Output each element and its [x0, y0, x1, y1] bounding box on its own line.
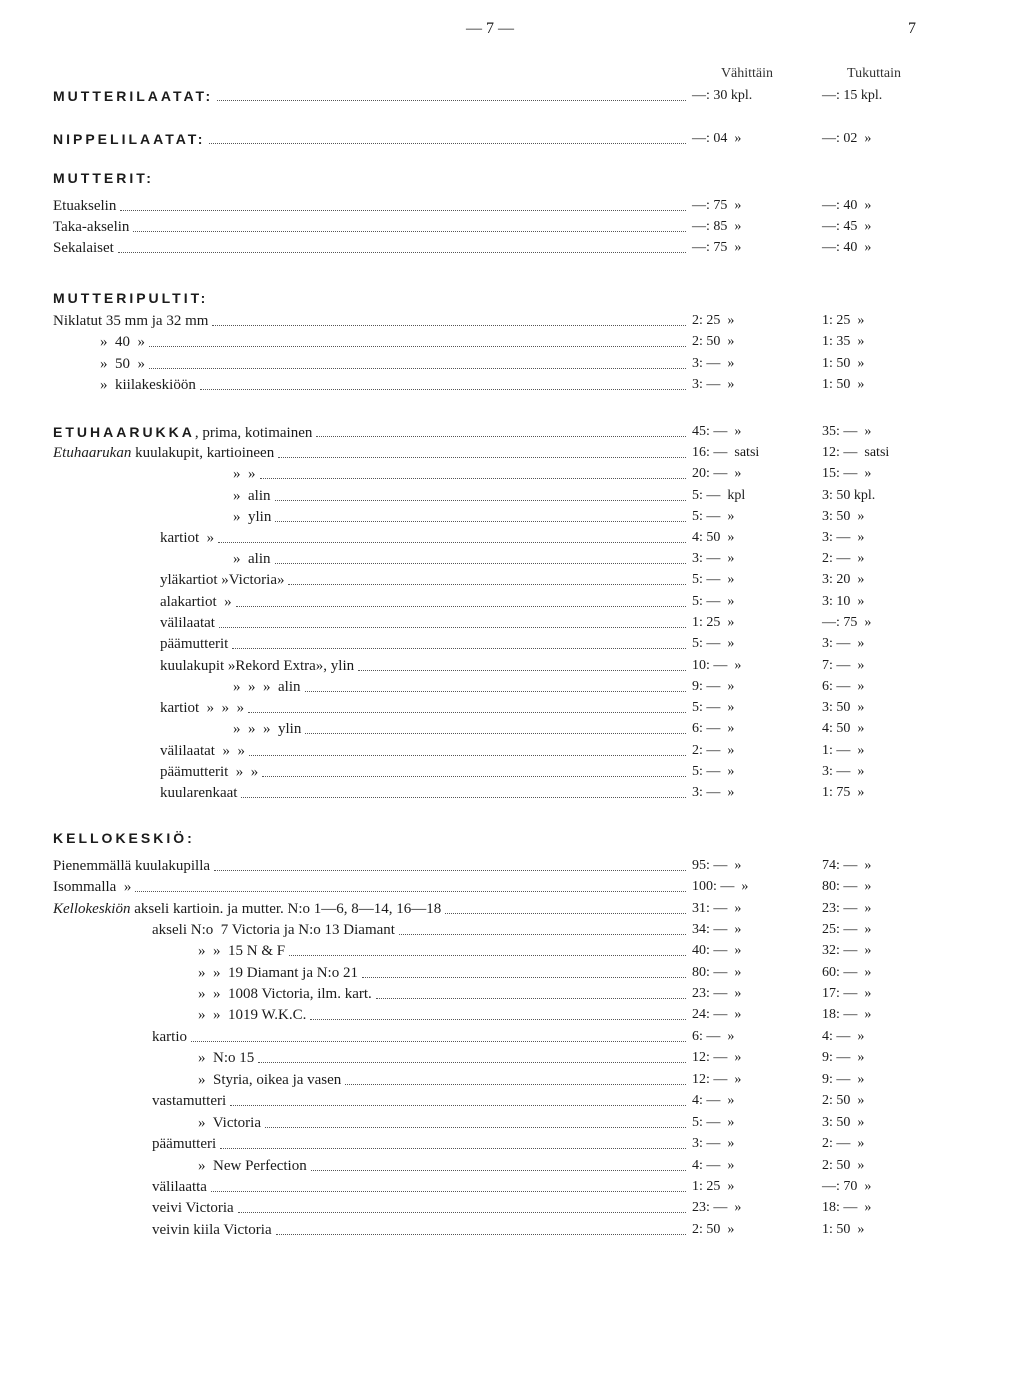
- retail-price: 3: — »: [692, 356, 735, 371]
- leader-dots: [345, 1083, 686, 1085]
- leader-dots: [260, 477, 687, 479]
- leader-dots: [289, 954, 686, 956]
- price-row: [0, 1027, 1024, 1047]
- leader-dots: [275, 562, 687, 564]
- wholesale-price: 1: 50 »: [822, 1222, 865, 1237]
- section-heading-kellokeskio: KELLOKESKIÖ:: [53, 830, 195, 846]
- retail-price: 1: 25 »: [692, 1179, 735, 1194]
- wholesale-price: 18: — »: [822, 1007, 872, 1022]
- price-row-label: Taka-akselin: [53, 219, 130, 235]
- leader-dots: [149, 367, 686, 369]
- price-row-label: välilaatat: [160, 615, 215, 631]
- price-row: [0, 1070, 1024, 1090]
- price-row: [0, 613, 1024, 633]
- price-row: [0, 762, 1024, 782]
- price-row-label: » 40 »: [100, 334, 145, 350]
- price-row-label: » » » ylin: [233, 721, 302, 737]
- wholesale-price: 4: 50 »: [822, 721, 865, 736]
- leader-dots: [305, 732, 686, 734]
- leader-dots: [262, 775, 686, 777]
- retail-price: 20: — »: [692, 466, 742, 481]
- leader-dots: [232, 647, 686, 649]
- leader-dots: [275, 520, 686, 522]
- price-row: [0, 698, 1024, 718]
- wholesale-price: 9: — »: [822, 1072, 865, 1087]
- leader-dots: [191, 1040, 686, 1042]
- price-row: [0, 1220, 1024, 1240]
- price-row-label: Sekalaiset: [53, 240, 114, 256]
- page-number-center: — 7 —: [466, 20, 514, 37]
- leader-dots: [288, 583, 686, 585]
- price-row-label: ETUHAARUKKA, prima, kotimainen: [53, 423, 313, 441]
- price-row-label: kuularenkaat: [160, 785, 238, 801]
- price-row-label: » » » alin: [233, 679, 301, 695]
- retail-price: 34: — »: [692, 922, 742, 937]
- retail-price: 5: — »: [692, 636, 735, 651]
- retail-price: 3: — »: [692, 1136, 735, 1151]
- price-row: [0, 677, 1024, 697]
- wholesale-price: 4: — »: [822, 1029, 865, 1044]
- retail-price: 9: — »: [692, 679, 735, 694]
- price-row-label: päämutterit: [160, 636, 229, 652]
- price-row-label: Etuakselin: [53, 198, 117, 214]
- price-row: [0, 877, 1024, 897]
- leader-dots: [358, 669, 686, 671]
- wholesale-price: 1: 75 »: [822, 785, 865, 800]
- page-number-right: 7: [908, 20, 916, 37]
- price-row: [0, 1177, 1024, 1197]
- leader-dots: [120, 209, 686, 211]
- wholesale-price: 3: — »: [822, 530, 865, 545]
- retail-price: —: 75 »: [692, 198, 742, 213]
- wholesale-price: 35: — »: [822, 424, 872, 439]
- retail-price: 6: — »: [692, 1029, 735, 1044]
- wholesale-price: 2: 50 »: [822, 1158, 865, 1173]
- retail-price: 5: — »: [692, 594, 735, 609]
- price-row-label: » alin: [233, 488, 271, 504]
- wholesale-price: 1: 50 »: [822, 377, 865, 392]
- price-row-label: välilaatta: [152, 1179, 207, 1195]
- retail-price: 40: — »: [692, 943, 742, 958]
- wholesale-price: 3: 20 »: [822, 572, 865, 587]
- retail-price: 3: — »: [692, 377, 735, 392]
- section-heading-mutterit: MUTTERIT:: [53, 170, 154, 186]
- price-row-label: alakartiot »: [160, 594, 232, 610]
- leader-dots: [238, 1211, 686, 1213]
- leader-dots: [241, 796, 686, 798]
- price-row: [0, 375, 1024, 395]
- leader-dots: [219, 626, 686, 628]
- price-row: [0, 1005, 1024, 1025]
- price-row-label: Niklatut 35 mm ja 32 mm: [53, 313, 209, 329]
- price-row-label: kartiot » » »: [160, 700, 245, 716]
- retail-price: 31: — »: [692, 901, 742, 916]
- leader-dots: [278, 456, 686, 458]
- price-row: [0, 741, 1024, 761]
- retail-price: —: 75 »: [692, 240, 742, 255]
- retail-price: 12: — »: [692, 1050, 742, 1065]
- leader-dots: [118, 251, 686, 253]
- price-row: [0, 856, 1024, 876]
- price-row: [0, 217, 1024, 237]
- leader-dots: [276, 1233, 686, 1235]
- price-row: [0, 507, 1024, 527]
- price-row: [0, 1048, 1024, 1068]
- price-row-label: vastamutteri: [152, 1093, 227, 1109]
- retail-price: 12: — »: [692, 1072, 742, 1087]
- price-row: [0, 899, 1024, 919]
- price-row-label: » Victoria: [198, 1115, 261, 1131]
- wholesale-price: —: 15 kpl.: [822, 88, 883, 103]
- leader-dots: [230, 1104, 686, 1106]
- wholesale-price: 1: 35 »: [822, 334, 865, 349]
- retail-price: —: 04 »: [692, 131, 742, 146]
- wholesale-price: 1: 50 »: [822, 356, 865, 371]
- section-heading-mutteripultit: MUTTERIPULTIT:: [53, 290, 209, 306]
- price-row: [0, 634, 1024, 654]
- leader-dots: [220, 1147, 686, 1149]
- retail-price: 24: — »: [692, 1007, 742, 1022]
- retail-price: 3: — »: [692, 785, 735, 800]
- leader-dots: [218, 541, 686, 543]
- retail-price: 100: — »: [692, 879, 749, 894]
- wholesale-price: 9: — »: [822, 1050, 865, 1065]
- wholesale-price: —: 70 »: [822, 1179, 872, 1194]
- wholesale-price: 2: 50 »: [822, 1093, 865, 1108]
- price-row: [0, 464, 1024, 484]
- retail-price: 5: — kpl: [692, 488, 746, 503]
- price-row-etuhaarukka: [0, 422, 1024, 442]
- price-row: [0, 656, 1024, 676]
- leader-dots: [399, 933, 686, 935]
- price-row: [0, 963, 1024, 983]
- wholesale-price: 3: 50 »: [822, 700, 865, 715]
- retail-price: 2: 25 »: [692, 313, 735, 328]
- price-row-label: » » 1008 Victoria, ilm. kart.: [198, 986, 372, 1002]
- price-row-label: NIPPELILAATAT:: [53, 130, 206, 147]
- wholesale-price: 25: — »: [822, 922, 872, 937]
- retail-price: —: 85 »: [692, 219, 742, 234]
- price-row-label: » kiilakeskiöön: [100, 377, 196, 393]
- wholesale-price: 18: — »: [822, 1200, 872, 1215]
- retail-price: 5: — »: [692, 700, 735, 715]
- wholesale-price: 2: — »: [822, 1136, 865, 1151]
- wholesale-price: 23: — »: [822, 901, 872, 916]
- price-row: [0, 1113, 1024, 1133]
- retail-price: 10: — »: [692, 658, 742, 673]
- wholesale-price: 3: 50 kpl.: [822, 488, 876, 503]
- price-row-label: » » 1019 W.K.C.: [198, 1007, 307, 1023]
- retail-price: 80: — »: [692, 965, 742, 980]
- price-row: [0, 1198, 1024, 1218]
- wholesale-price: —: 45 »: [822, 219, 872, 234]
- wholesale-price: 1: — »: [822, 743, 865, 758]
- price-row-label: yläkartiot »Victoria»: [160, 572, 285, 588]
- wholesale-price: 32: — »: [822, 943, 872, 958]
- leader-dots: [133, 230, 686, 232]
- leader-dots: [135, 890, 686, 892]
- leader-dots: [249, 754, 686, 756]
- column-header-wholesale: Tukuttain: [847, 66, 901, 81]
- price-row-label: päämutterit » »: [160, 764, 259, 780]
- leader-dots: [376, 997, 686, 999]
- price-row-label: kartiot »: [160, 530, 215, 546]
- wholesale-price: 3: — »: [822, 764, 865, 779]
- price-row: [0, 941, 1024, 961]
- wholesale-price: —: 75 »: [822, 615, 872, 630]
- leader-dots: [275, 499, 687, 501]
- retail-price: 6: — »: [692, 721, 735, 736]
- wholesale-price: 60: — »: [822, 965, 872, 980]
- wholesale-price: —: 40 »: [822, 198, 872, 213]
- leader-dots: [445, 912, 686, 914]
- price-row-label: » N:o 15: [198, 1050, 255, 1066]
- wholesale-price: 15: — »: [822, 466, 872, 481]
- price-row-label: MUTTERILAATAT:: [53, 87, 214, 104]
- price-row-nippelilaatat: [0, 129, 1024, 149]
- price-row: [0, 920, 1024, 940]
- price-row-label: » ylin: [233, 509, 272, 525]
- price-row: [0, 486, 1024, 506]
- leader-dots: [305, 690, 687, 692]
- leader-dots: [200, 388, 686, 390]
- price-row: [0, 719, 1024, 739]
- wholesale-price: —: 02 »: [822, 131, 872, 146]
- price-row: [0, 984, 1024, 1004]
- price-row: [0, 528, 1024, 548]
- retail-price: 4: — »: [692, 1093, 735, 1108]
- wholesale-price: 6: — »: [822, 679, 865, 694]
- wholesale-price: 3: 50 »: [822, 509, 865, 524]
- leader-dots: [265, 1126, 686, 1128]
- wholesale-price: 3: — »: [822, 636, 865, 651]
- price-row-label: » » 19 Diamant ja N:o 21: [198, 965, 358, 981]
- retail-price: 5: — »: [692, 572, 735, 587]
- wholesale-price: 2: — »: [822, 551, 865, 566]
- price-row-label: » » 15 N & F: [198, 943, 286, 959]
- leader-dots: [311, 1169, 686, 1171]
- wholesale-price: 3: 10 »: [822, 594, 865, 609]
- price-row-label: veivi Victoria: [152, 1200, 234, 1216]
- price-row-label: Pienemmällä kuulakupilla: [53, 858, 211, 874]
- leader-dots: [258, 1061, 686, 1063]
- retail-price: 3: — »: [692, 551, 735, 566]
- price-row: [0, 238, 1024, 258]
- leader-dots: [310, 1018, 686, 1020]
- price-row-label: välilaatat » »: [160, 743, 245, 759]
- leader-dots: [316, 435, 686, 437]
- wholesale-price: 1: 25 »: [822, 313, 865, 328]
- leader-dots: [217, 99, 686, 101]
- price-row: [0, 332, 1024, 352]
- price-row: [0, 311, 1024, 331]
- price-row: [0, 196, 1024, 216]
- price-row: [0, 1091, 1024, 1111]
- price-row: [0, 354, 1024, 374]
- retail-price: 5: — »: [692, 509, 735, 524]
- price-row-label: kartio: [152, 1029, 187, 1045]
- leader-dots: [248, 711, 686, 713]
- wholesale-price: 80: — »: [822, 879, 872, 894]
- retail-price: 5: — »: [692, 764, 735, 779]
- retail-price: 2: — »: [692, 743, 735, 758]
- wholesale-price: 12: — satsi: [822, 445, 890, 460]
- price-row-label: Kellokeskiön akseli kartioin. ja mutter. N:o 1—6, 8—14, 16—18: [53, 901, 442, 917]
- leader-dots: [212, 324, 686, 326]
- retail-price: 5: — »: [692, 1115, 735, 1130]
- price-row: [0, 783, 1024, 803]
- retail-price: 23: — »: [692, 986, 742, 1001]
- wholesale-price: —: 40 »: [822, 240, 872, 255]
- price-row-label: » alin: [233, 551, 271, 567]
- price-row-label: päämutteri: [152, 1136, 217, 1152]
- wholesale-price: 3: 50 »: [822, 1115, 865, 1130]
- price-row-label: kuulakupit »Rekord Extra», ylin: [160, 658, 355, 674]
- leader-dots: [362, 976, 686, 978]
- retail-price: 4: 50 »: [692, 530, 735, 545]
- price-row: [0, 443, 1024, 463]
- leader-dots: [236, 605, 686, 607]
- retail-price: —: 30 kpl.: [692, 88, 753, 103]
- price-row-label: » Styria, oikea ja vasen: [198, 1072, 342, 1088]
- wholesale-price: 7: — »: [822, 658, 865, 673]
- leader-dots: [149, 345, 686, 347]
- price-row: [0, 549, 1024, 569]
- retail-price: 4: — »: [692, 1158, 735, 1173]
- price-row-label: akseli N:o 7 Victoria ja N:o 13 Diamant: [152, 922, 395, 938]
- retail-price: 2: 50 »: [692, 334, 735, 349]
- price-row-label: Isommalla »: [53, 879, 132, 895]
- price-row: [0, 1134, 1024, 1154]
- price-row-mutterilaatat: [0, 86, 1024, 106]
- price-row: [0, 592, 1024, 612]
- retail-price: 2: 50 »: [692, 1222, 735, 1237]
- retail-price: 16: — satsi: [692, 445, 760, 460]
- price-row: [0, 1156, 1024, 1176]
- price-row-label: Etuhaarukan kuulakupit, kartioineen: [53, 445, 275, 461]
- price-row-label: » 50 »: [100, 356, 145, 372]
- retail-price: 1: 25 »: [692, 615, 735, 630]
- retail-price: 45: — »: [692, 424, 742, 439]
- leader-dots: [209, 142, 686, 144]
- retail-price: 95: — »: [692, 858, 742, 873]
- leader-dots: [211, 1190, 686, 1192]
- wholesale-price: 17: — »: [822, 986, 872, 1001]
- price-row: [0, 570, 1024, 590]
- price-row-label: » New Perfection: [198, 1158, 307, 1174]
- column-header-retail: Vähittäin: [720, 66, 774, 81]
- leader-dots: [214, 869, 686, 871]
- wholesale-price: 74: — »: [822, 858, 872, 873]
- retail-price: 23: — »: [692, 1200, 742, 1215]
- price-row-label: veivin kiila Victoria: [152, 1222, 272, 1238]
- price-row-label: » »: [233, 466, 256, 482]
